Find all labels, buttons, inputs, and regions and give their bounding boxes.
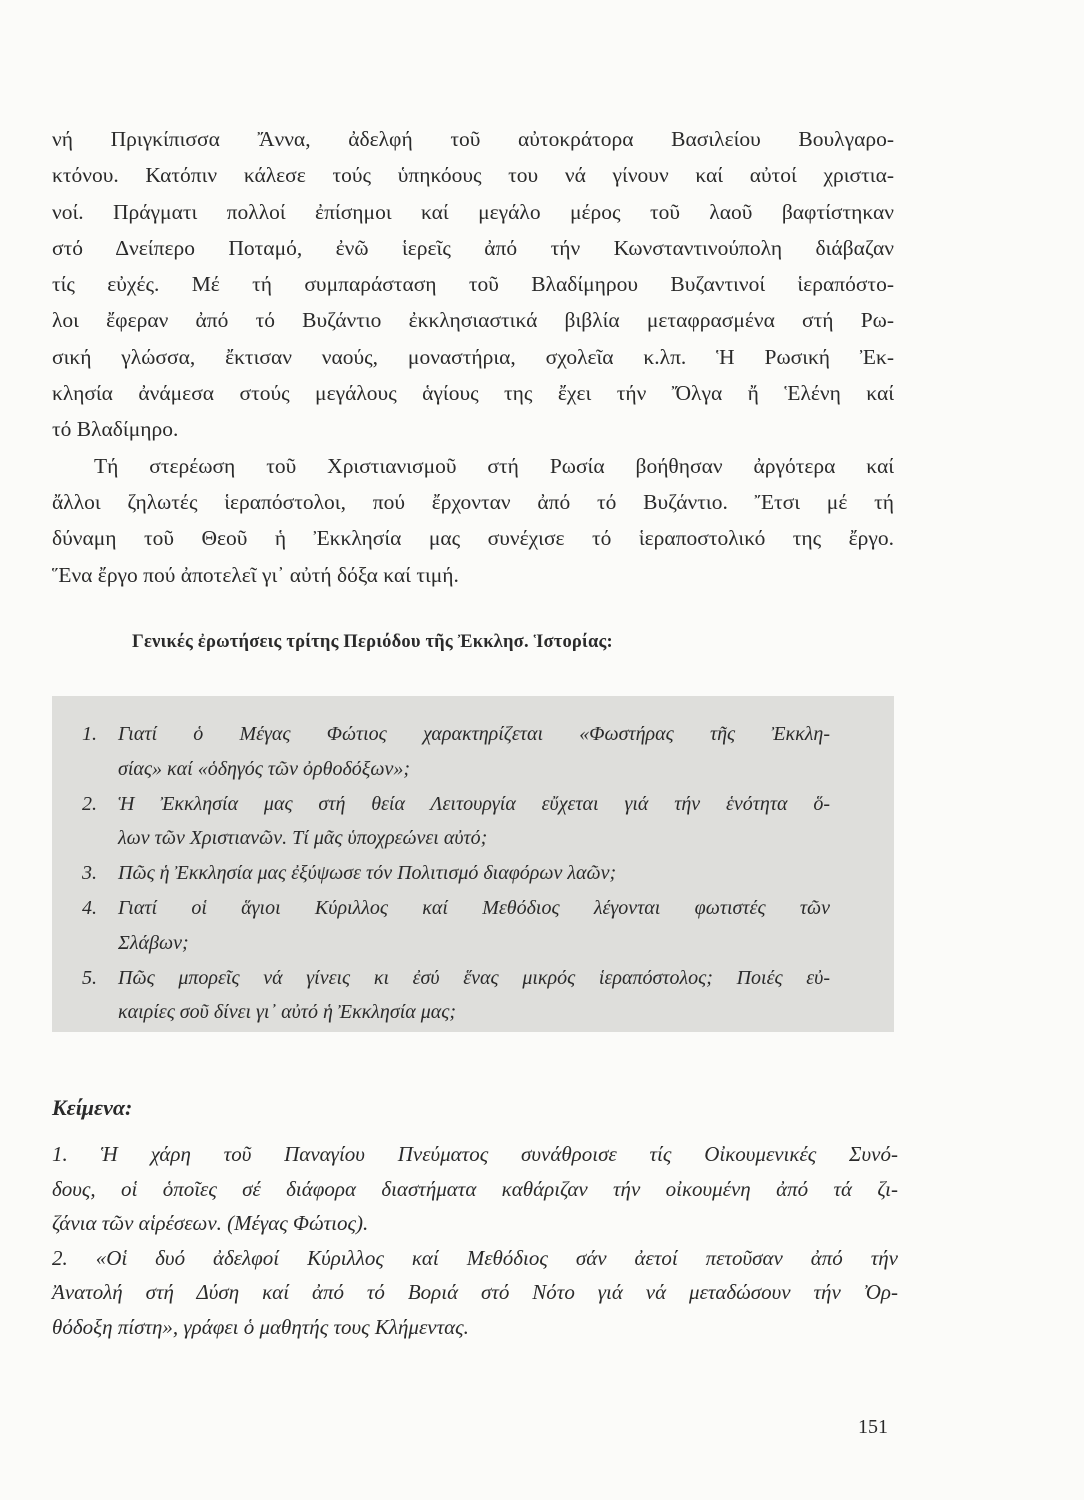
question-item bbox=[82, 717, 830, 787]
body-line: κτόνου. Κατόπιν κάλεσε τούς ὑπηκόους του νά γίνουν καί αὐτοί χριστια- bbox=[52, 163, 894, 188]
body-line: τό Βλαδίμηρο. bbox=[52, 417, 179, 442]
body-line: νή Πριγκίπισσα Ἄννα, ἀδελφή τοῦ αὐτοκράτορα Βασιλείου Βουλγαρο- bbox=[52, 127, 894, 151]
body-line: λοι ἔφεραν ἀπό τό Βυζάντιο ἐκκλησιαστικά βιβλία μεταφρασμένα στή Ρω- bbox=[52, 308, 894, 333]
question-line: σίας» καί «ὁδηγός τῶν ὀρθοδόξων»; bbox=[118, 757, 411, 780]
body-line: ἄλλοι ζηλωτές ἱεραπόστολοι, πού ἔρχονταν ἀπό τό Βυζάντιο. Ἔτσι μέ τή bbox=[52, 489, 894, 514]
question-line: 2. Ἡ Ἐκκλησία μας στή θεία Λειτουργία εὔχεται γιά τήν ἑνότητα ὅ- bbox=[118, 787, 830, 822]
questions-heading: Γενικές ἐρωτήσεις τρίτης Περιόδου τῆς Ἐκκλησ. Ἱστορίας: bbox=[132, 632, 613, 652]
question-line: 4. Γιατί οἱ ἅγιοι Κύριλλος καί Μεθόδιος λέγονται φωτιστές τῶν bbox=[118, 891, 830, 926]
question-item bbox=[82, 891, 830, 961]
texts-block bbox=[52, 1137, 898, 1344]
question-line: λων τῶν Χριστιανῶν. Τί μᾶς ὑποχρεώνει αὐτό; bbox=[118, 827, 488, 850]
body-line: Ἕνα ἔργο πού ἀποτελεῖ γι᾽ αὐτή δόξα καί τιμή. bbox=[52, 562, 459, 587]
page-number: 151 bbox=[858, 1416, 888, 1438]
question-number: 4. bbox=[82, 896, 97, 919]
text-line: ζάνια τῶν αἱρέσεων. (Μέγας Φώτιος). bbox=[52, 1211, 369, 1235]
body-line: τίς εὐχές. Μέ τή συμπαράσταση τοῦ Βλαδίμηρου Βυζαντινοί ἱεραπόστο- bbox=[52, 272, 894, 297]
question-item bbox=[82, 856, 830, 891]
body-line: νοί. Πράγματι πολλοί ἐπίσημοι καί μεγάλο μέρος τοῦ λαοῦ βαφτίστηκαν bbox=[52, 199, 894, 224]
question-number: 2. bbox=[82, 792, 97, 815]
question-line: 3. Πῶς ἡ Ἐκκλησία μας ἐξύψωσε τόν Πολιτισμό διαφόρων λαῶν; bbox=[118, 856, 830, 891]
body-text bbox=[52, 121, 894, 593]
question-line: 1. Γιατί ὁ Μέγας Φώτιος χαρακτηρίζεται «Φωστήρας τῆς Ἐκκλη- bbox=[118, 717, 830, 752]
question-line: Σλάβων; bbox=[118, 931, 189, 954]
text-line: 1. Ἡ χάρη τοῦ Παναγίου Πνεύματος συνάθροισε τίς Οἰκουμενικές Συνό- bbox=[52, 1142, 898, 1166]
text-line: Ἀνατολή στή Δύση καί ἀπό τό Βοριά στό Νότο γιά νά μεταδώσουν τήν Ὀρ- bbox=[52, 1280, 898, 1304]
body-line: σική γλώσσα, ἔκτισαν ναούς, μοναστήρια, σχολεῖα κ.λπ. Ἡ Ρωσική Ἐκ- bbox=[52, 344, 894, 369]
questions-list bbox=[82, 717, 830, 1030]
texts-title: Κείμενα: bbox=[52, 1095, 133, 1120]
body-line: στό Δνείπερο Ποταμό, ἐνῶ ἱερεῖς ἀπό τήν Κωνσταντινούπολη διάβαζαν bbox=[52, 235, 894, 260]
question-item bbox=[82, 961, 830, 1031]
question-item bbox=[82, 787, 830, 857]
question-line: καιρίες σοῦ δίνει γι᾽ αὐτό ἡ Ἐκκλησία μας; bbox=[118, 1001, 457, 1024]
body-line: Τή στερέωση τοῦ Χριστιανισμοῦ στή Ρωσία βοήθησαν ἀργότερα καί bbox=[94, 453, 894, 478]
text-line: δους, οἱ ὁποῖες σέ διάφορα διαστήματα καθάριζαν τήν οἰκουμένη ἀπό τά ζι- bbox=[52, 1176, 898, 1201]
question-number: 5. bbox=[82, 966, 97, 989]
text-line: θόδοξη πίστη», γράφει ὁ μαθητής τους Κλήμεντας. bbox=[52, 1314, 469, 1339]
body-line: δύναμη τοῦ Θεοῦ ἡ Ἐκκλησία μας συνέχισε τό ἱεραποστολικό της ἔργο. bbox=[52, 526, 894, 551]
text-line: 2. «Οἱ δυό ἀδελφοί Κύριλλος καί Μεθόδιος σάν ἀετοί πετοῦσαν ἀπό τήν bbox=[52, 1245, 898, 1270]
question-line: 5. Πῶς μπορεῖς νά γίνεις κι ἐσύ ἕνας μικρός ἱεραπόστολος; Ποιές εὐ- bbox=[118, 961, 830, 996]
body-line: κλησία ἀνάμεσα στούς μεγάλους ἁγίους της ἔχει τήν Ὄλγα ἤ Ἑλένη καί bbox=[52, 381, 894, 406]
question-number: 3. bbox=[82, 862, 97, 885]
question-number: 1. bbox=[82, 723, 97, 745]
